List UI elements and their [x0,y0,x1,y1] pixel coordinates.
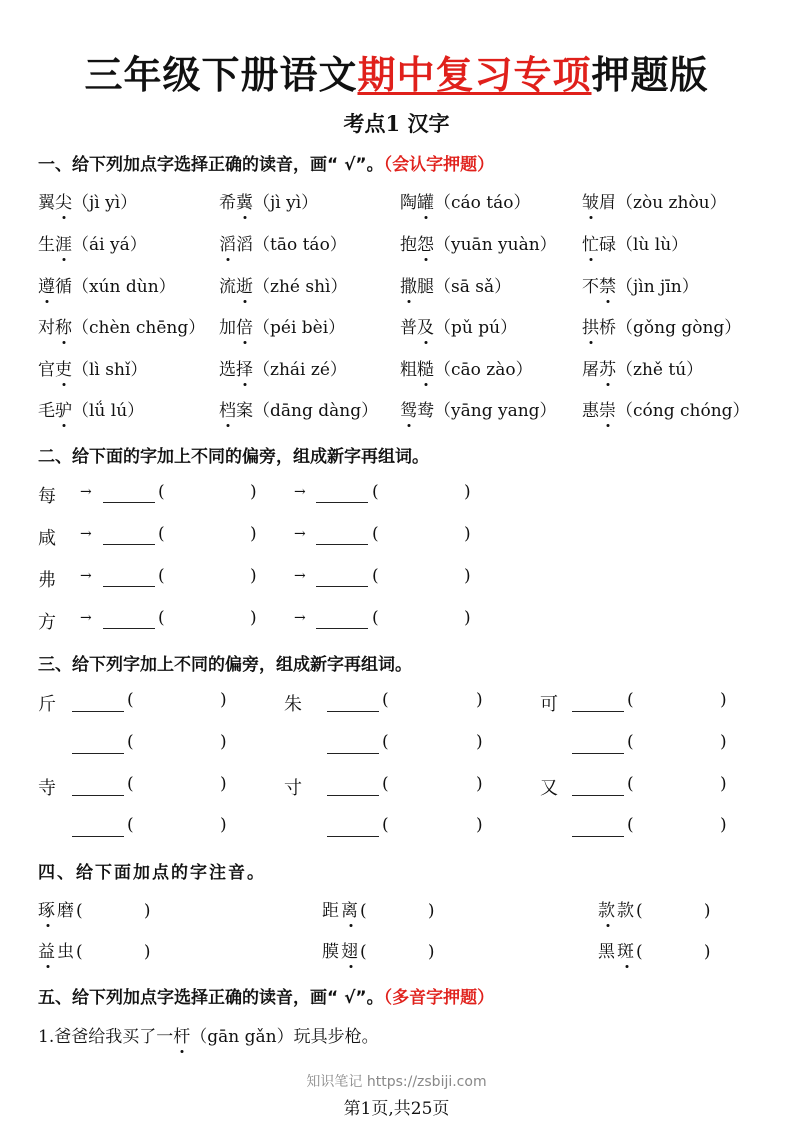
pinyin-options: （sā sǎ） [434,277,512,297]
dotted-char: 苏 [599,360,616,380]
dotted-char: 尖 [55,193,72,213]
arrow-icon: → [294,568,306,584]
paren-open: ( [627,690,634,710]
arrow-icon: → [80,610,92,626]
section5-tag: （多音字押题） [383,988,495,1008]
word-char: 选 [219,360,236,380]
pinyin-options: （tāo táo） [253,235,347,255]
word-char: 抱 [400,235,417,255]
paren-open: ( [382,815,389,835]
answer-blank [572,794,624,796]
word-char: 流 [219,277,236,297]
paren-close: ) [250,524,257,544]
pinyin-options: （péi bèi） [253,318,346,338]
dotted-char: 称 [55,318,72,338]
pinyin-item [322,937,437,962]
section1-heading-text: 一、给下列加点字选择正确的读音，画“ √”。 [38,155,384,175]
dotted-char: 款 [598,901,617,921]
section3-heading: 三、给下列字加上不同的偏旁，组成新字再组词。 [38,655,412,675]
dotted-char: 怨 [417,235,434,255]
pinyin-options: （cóng chóng） [616,401,750,421]
pinyin-options: （lǘ lú） [72,401,145,421]
paren-close: ) [720,732,727,752]
reading-item [400,272,511,297]
pinyin-options: （cāo zào） [434,360,533,380]
q1-dotted-char: 杆 [173,1027,191,1047]
reading-item [38,188,137,213]
base-char: 斤 [38,694,56,715]
dotted-char: 拱 [582,318,599,338]
reading-item [582,355,703,380]
paren-close: ) [250,608,257,628]
answer-paren: ( ) [360,942,437,962]
answer-paren: ( ) [76,901,153,921]
section4-heading: 四、给下面加点的字注音。 [38,863,266,883]
base-char: 咸 [38,528,56,549]
paren-open: ( [372,608,379,628]
reading-item [582,188,727,213]
pinyin-options: （dāng dàng） [253,401,379,421]
paren-open: ( [127,690,134,710]
answer-blank [572,835,624,837]
reading-item [219,396,378,421]
word-char: 案 [236,401,253,421]
paren-open: ( [382,774,389,794]
paren-close: ) [220,690,227,710]
reading-item [400,230,557,255]
answer-blank [72,794,124,796]
pinyin-options: （zhé shì） [253,277,348,297]
paren-close: ) [476,732,483,752]
pinyin-item [598,937,713,962]
answer-paren: ( ) [636,901,713,921]
paren-close: ) [464,608,471,628]
answer-paren: ( ) [76,942,153,962]
word-char: 生 [38,235,55,255]
paren-open: ( [372,566,379,586]
answer-blank [72,835,124,837]
reading-item [219,313,345,338]
title-highlight: 期中复习专项 [357,53,592,97]
paren-close: ) [220,774,227,794]
word-char: 对 [38,318,55,338]
paren-close: ) [464,524,471,544]
base-char: 每 [38,486,56,507]
answer-blank [103,627,155,629]
word-char: 普 [400,318,417,338]
dotted-char: 罐 [417,193,434,213]
word-char: 翼 [38,193,55,213]
reading-item [38,313,205,338]
paren-open: ( [127,815,134,835]
dotted-char: 档 [219,401,236,421]
reading-item [219,355,347,380]
pinyin-item [38,937,153,962]
paren-close: ) [476,774,483,794]
dotted-char: 离 [341,901,360,921]
word-char: 碌 [599,235,616,255]
word-char: 屠 [582,360,599,380]
word-char: 官 [38,360,55,380]
base-char: 寺 [38,778,56,799]
reading-item [400,396,557,421]
pinyin-options: （xún dùn） [72,277,176,297]
dotted-char: 驴 [55,401,72,421]
pinyin-options: （yāng yang） [434,401,557,421]
answer-blank [327,835,379,837]
answer-blank [572,710,624,712]
pinyin-options: （yuān yuàn） [434,235,557,255]
pinyin-options: （zhái zé） [253,360,347,380]
paren-close: ) [720,815,727,835]
dotted-char: 鸳 [400,401,417,421]
paren-open: ( [627,732,634,752]
answer-blank [72,710,124,712]
word-char: 腿 [417,277,434,297]
q1-prefix: 1.爸爸给我买了一 [38,1027,174,1047]
dotted-char: 糙 [417,360,434,380]
word-char: 滔 [236,235,253,255]
pinyin-item [322,896,437,921]
paren-close: ) [720,690,727,710]
reading-item [38,355,147,380]
base-char: 又 [540,778,558,799]
base-char: 朱 [284,694,302,715]
word-char: 款 [617,901,636,921]
answer-blank [327,710,379,712]
word-char: 惠 [582,401,599,421]
answer-blank [327,794,379,796]
word-char: 陶 [400,193,417,213]
arrow-icon: → [80,526,92,542]
word-char: 桥 [599,318,616,338]
dotted-char: 吏 [55,360,72,380]
q1-suffix: （gān gǎn）玩具步枪。 [190,1027,379,1047]
dotted-char: 择 [236,360,253,380]
dotted-char: 琢 [38,901,57,921]
arrow-icon: → [80,568,92,584]
pinyin-options: （jìn jīn） [616,277,699,297]
paren-open: ( [627,774,634,794]
arrow-icon: → [80,484,92,500]
word-char: 距 [322,901,341,921]
watermark: 知识笔记 https://zsbiji.com [306,1074,487,1090]
pinyin-item [38,896,153,921]
paren-close: ) [250,482,257,502]
pinyin-options: （cáo táo） [434,193,531,213]
base-char: 弗 [38,570,56,591]
reading-item [219,230,347,255]
dotted-char: 益 [38,942,57,962]
section5-heading [38,983,494,1008]
section1-tag: （会认字押题） [383,155,495,175]
paren-close: ) [476,815,483,835]
answer-blank [72,752,124,754]
paren-open: ( [382,732,389,752]
pinyin-options: （lù lù） [616,235,689,255]
word-char: 磨 [57,901,76,921]
dotted-char: 遵 [38,277,55,297]
section2-heading: 二、给下面的字加上不同的偏旁，组成新字再组词。 [38,447,429,467]
reading-item [38,272,176,297]
word-char: 不 [582,277,599,297]
page-title [0,44,793,99]
word-char: 鸯 [417,401,434,421]
reading-item [400,355,533,380]
word-char: 粗 [400,360,417,380]
pinyin-item [598,896,713,921]
answer-blank [103,585,155,587]
reading-item [400,313,517,338]
paren-open: ( [127,774,134,794]
paren-close: ) [720,774,727,794]
pinyin-options: （gǒng gòng） [616,318,742,338]
subtitle: 考点1 汉字 [343,111,450,136]
dotted-char: 翅 [341,942,360,962]
paren-open: ( [127,732,134,752]
paren-open: ( [627,815,634,835]
paren-open: ( [372,524,379,544]
section1-heading [38,150,494,175]
answer-blank [316,585,368,587]
answer-paren: ( ) [636,942,713,962]
reading-item [38,230,147,255]
paren-close: ) [464,566,471,586]
reading-item [400,188,531,213]
reading-item [582,230,688,255]
answer-blank [103,501,155,503]
answer-blank [572,752,624,754]
pinyin-options: （ái yá） [72,235,147,255]
pinyin-options: （lì shǐ） [72,360,148,380]
arrow-icon: → [294,484,306,500]
reading-item [582,313,741,338]
pinyin-options: （zòu zhòu） [616,193,727,213]
word-char: 希 [219,193,236,213]
paren-close: ) [476,690,483,710]
answer-blank [316,543,368,545]
dotted-char: 逝 [236,277,253,297]
pinyin-options: （jì yì） [253,193,319,213]
arrow-icon: → [294,526,306,542]
word-char: 膜 [322,942,341,962]
base-char: 方 [38,612,56,633]
word-char: 循 [55,277,72,297]
paren-close: ) [220,732,227,752]
answer-blank [327,752,379,754]
dotted-char: 崇 [599,401,616,421]
reading-item [219,188,318,213]
paren-open: ( [158,482,165,502]
dotted-char: 禁 [599,277,616,297]
dotted-char: 倍 [236,318,253,338]
paren-open: ( [158,608,165,628]
paren-close: ) [220,815,227,835]
dotted-char: 及 [417,318,434,338]
word-char: 毛 [38,401,55,421]
pinyin-options: （jì yì） [72,193,138,213]
paren-open: ( [158,566,165,586]
paren-open: ( [158,524,165,544]
base-char: 寸 [284,778,302,799]
reading-item [219,272,347,297]
pinyin-options: （pǔ pú） [434,318,518,338]
title-suffix: 押题版 [591,53,709,97]
paren-open: ( [382,690,389,710]
word-char: 黑 [598,942,617,962]
dotted-char: 涯 [55,235,72,255]
answer-paren: ( ) [360,901,437,921]
paren-close: ) [464,482,471,502]
dotted-char: 斑 [617,942,636,962]
word-char: 加 [219,318,236,338]
dotted-char: 撒 [400,277,417,297]
dotted-char: 皱 [582,193,599,213]
dotted-char: 冀 [236,193,253,213]
dotted-char: 忙 [582,235,599,255]
dotted-char: 滔 [219,235,236,255]
section5-heading-text: 五、给下列加点字选择正确的读音，画“ √”。 [38,988,384,1008]
pinyin-options: （chèn chēng） [72,318,206,338]
paren-open: ( [372,482,379,502]
reading-item [582,396,750,421]
section5-question-1 [38,1022,379,1047]
reading-item [38,396,144,421]
word-char: 眉 [599,193,616,213]
answer-blank [316,627,368,629]
answer-blank [316,501,368,503]
reading-item [582,272,699,297]
pinyin-options: （zhě tú） [616,360,704,380]
base-char: 可 [540,694,558,715]
arrow-icon: → [294,610,306,626]
page-number: 第1页,共25页 [343,1099,450,1119]
answer-blank [103,543,155,545]
paren-close: ) [250,566,257,586]
title-prefix: 三年级下册语文 [84,53,358,97]
word-char: 虫 [57,942,76,962]
